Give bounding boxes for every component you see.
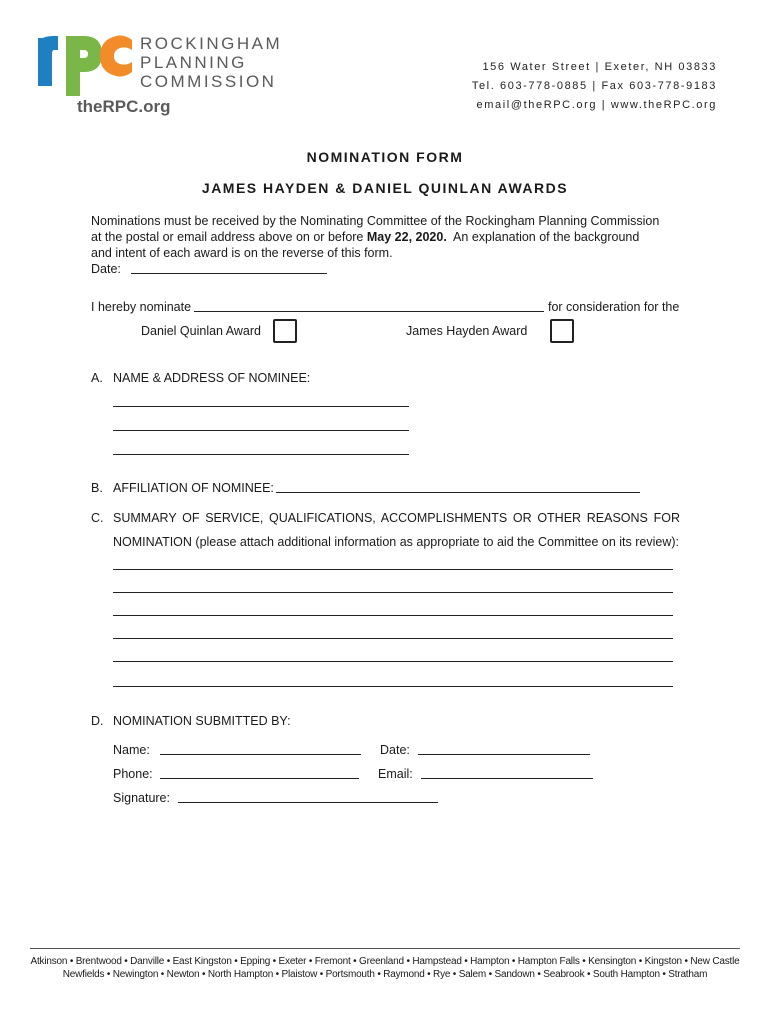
section-c-label-2: NOMINATION (please attach additional information as appropriate to aid the Committee on its review):	[113, 535, 679, 549]
section-d-letter: D.	[91, 714, 104, 728]
logo-line-2: PLANNING	[140, 53, 247, 72]
section-b-letter: B.	[91, 481, 103, 495]
logo-url: theRPC.org	[77, 97, 171, 116]
intro-text-2: An explanation of the background	[446, 230, 640, 244]
contact-phone-fax: Tel. 603-778-0885 | Fax 603-778-9183	[471, 80, 717, 92]
award-quinlan-label: Daniel Quinlan Award	[141, 324, 261, 338]
summary-line-6[interactable]	[113, 686, 673, 687]
date2-label: Date:	[380, 743, 410, 757]
section-d-label: NOMINATION SUBMITTED BY:	[113, 714, 291, 728]
summary-line-2[interactable]	[113, 592, 673, 593]
section-c-letter: C.	[91, 511, 104, 525]
logo-wordmark	[140, 34, 282, 91]
name-label: Name:	[113, 743, 150, 757]
logo-line-1: ROCKINGHAM	[140, 34, 283, 53]
signature-label: Signature:	[113, 791, 170, 805]
nominee-address-line-3[interactable]	[113, 454, 409, 455]
contact-address: 156 Water Street | Exeter, NH 03833	[482, 61, 717, 73]
intro-paragraph	[91, 213, 731, 261]
nominee-field[interactable]	[194, 311, 544, 312]
consideration-label: for consideration for the	[548, 300, 680, 314]
intro-line-3: and intent of each award is on the reverse of this form.	[91, 246, 393, 260]
date-field[interactable]	[131, 273, 327, 274]
footer-towns-line-1: Atkinson • Brentwood • Danville • East Kingston • Epping • Exeter • Fremont • Greenland • Hampstead • Hampton • Hampton Falls • Kensington • Kingston • New Castle	[30, 956, 740, 967]
footer-towns-line-2: Newfields • Newington • Newton • North Hampton • Plaistow • Portsmouth • Raymond • Rye • Salem • Sandown • Seabrook • South Hampton • Stratham	[62, 969, 708, 980]
form-subtitle: JAMES HAYDEN & DANIEL QUINLAN AWARDS	[201, 180, 569, 196]
affiliation-field[interactable]	[276, 492, 640, 493]
email-label: Email:	[378, 767, 413, 781]
summary-line-4[interactable]	[113, 638, 673, 639]
section-a-label: NAME & ADDRESS OF NOMINEE:	[113, 371, 311, 385]
logo-line-3: COMMISSION	[140, 72, 277, 91]
summary-line-1[interactable]	[113, 569, 673, 570]
submitted-date-field[interactable]	[418, 754, 590, 755]
form-title: NOMINATION FORM	[306, 149, 464, 165]
signature-field[interactable]	[178, 802, 438, 803]
contact-email-web: email@theRPC.org | www.theRPC.org	[476, 99, 717, 111]
submitter-name-field[interactable]	[160, 754, 361, 755]
section-a-letter: A.	[91, 371, 103, 385]
section-b-label: AFFILIATION OF NOMINEE:	[113, 481, 274, 495]
award-hayden-label: James Hayden Award	[406, 324, 528, 338]
summary-line-5[interactable]	[113, 661, 673, 662]
intro-line-1: Nominations must be received by the Nominating Committee of the Rockingham Planning Commission	[91, 214, 660, 228]
rpc-logo-icon	[36, 32, 136, 102]
nominate-label: I hereby nominate	[91, 300, 192, 314]
nominee-address-line-1[interactable]	[113, 406, 409, 407]
nominee-address-line-2[interactable]	[113, 430, 409, 431]
intro-text: at the postal or email address above on or before	[91, 230, 367, 244]
phone-label: Phone:	[113, 767, 153, 781]
summary-line-3[interactable]	[113, 615, 673, 616]
section-c-label: SUMMARY OF SERVICE, QUALIFICATIONS, ACCOMPLISHMENTS OR OTHER REASONS FOR	[113, 511, 680, 525]
intro-line-2	[91, 229, 731, 245]
footer-divider	[30, 948, 740, 949]
date-label: Date:	[91, 262, 121, 276]
submitter-phone-field[interactable]	[160, 778, 359, 779]
hayden-award-checkbox[interactable]	[550, 319, 574, 343]
submitter-email-field[interactable]	[421, 778, 593, 779]
deadline-date: May 22, 2020.	[366, 230, 447, 244]
quinlan-award-checkbox[interactable]	[273, 319, 297, 343]
